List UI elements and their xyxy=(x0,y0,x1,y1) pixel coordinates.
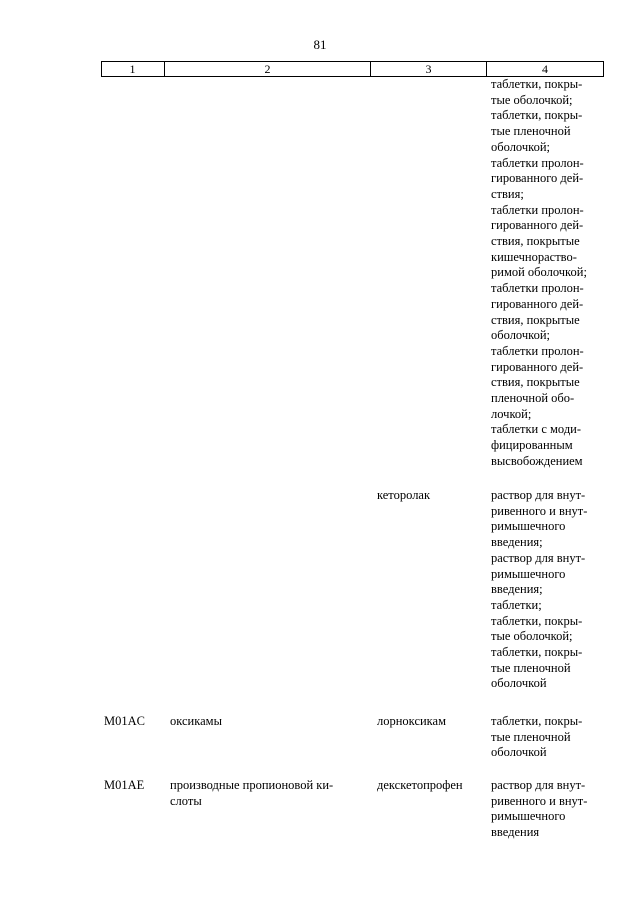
form-line: оболочкой; xyxy=(491,139,550,154)
drug-group xyxy=(170,778,366,809)
form-line: оболочкой xyxy=(491,676,547,691)
form-line: тые пленочной xyxy=(491,660,571,675)
dosage-forms xyxy=(491,778,602,841)
group-line: оксикамы xyxy=(170,714,222,728)
form-line: лочкой; xyxy=(491,406,532,421)
form-line: раствор для внут- xyxy=(491,778,586,792)
form-line: таблетки, покры- xyxy=(491,613,583,628)
form-line: римышечного xyxy=(491,809,566,824)
form-line: ствия; xyxy=(491,186,524,201)
form-line: тые оболочкой; xyxy=(491,92,573,107)
header-col-3: 3 xyxy=(425,62,432,76)
form-line: таблетки пролон- xyxy=(491,155,584,170)
form-line: римой оболочкой; xyxy=(491,265,587,280)
form-line: ривенного и внут- xyxy=(491,503,588,518)
form-line: фицированным xyxy=(491,438,573,453)
form-line: оболочкой xyxy=(491,745,547,760)
form-line: таблетки, покры- xyxy=(491,645,583,660)
atc-code: M01AE xyxy=(104,778,145,792)
form-line: гированного дей- xyxy=(491,359,584,374)
header-col-4: 4 xyxy=(542,62,548,76)
form-line: раствор для внут- xyxy=(491,550,586,565)
continued-forms xyxy=(491,77,602,470)
form-line: таблетки; xyxy=(491,597,542,612)
form-line: ствия, покрытые xyxy=(491,375,580,390)
header-col-2: 2 xyxy=(264,62,271,76)
form-line: высвобождением xyxy=(491,453,583,468)
form-line: таблетки пролон- xyxy=(491,202,584,217)
form-line: римышечного xyxy=(491,566,566,581)
dosage-forms xyxy=(491,714,602,761)
form-line: римышечного xyxy=(491,519,566,534)
form-line: тые пленочной xyxy=(491,124,571,139)
form-line: гированного дей- xyxy=(491,171,584,186)
form-line: таблетки пролон- xyxy=(491,281,584,296)
dosage-forms xyxy=(491,488,602,692)
form-line: оболочкой; xyxy=(491,328,550,343)
form-line: введения xyxy=(491,825,540,840)
form-line: таблетки с моди- xyxy=(491,422,582,437)
drug-name: кеторолак xyxy=(377,488,431,502)
drug-name: лорноксикам xyxy=(377,714,447,728)
drug-name: декскетопрофен xyxy=(377,778,463,792)
header-divider xyxy=(603,62,604,76)
form-line: ствия, покрытые xyxy=(491,234,580,249)
form-line: таблетки пролон- xyxy=(491,343,584,358)
form-line: введения; xyxy=(491,582,543,597)
form-line: таблетки, покры- xyxy=(491,714,583,728)
form-line: тые пленочной xyxy=(491,729,571,744)
form-line: ривенного и внут- xyxy=(491,793,588,808)
form-line: кишечнораство- xyxy=(491,249,577,264)
form-line: тые оболочкой; xyxy=(491,629,573,644)
group-line: слоты xyxy=(170,793,202,808)
group-line: производные пропионовой ки- xyxy=(170,778,334,792)
form-line: ствия, покрытые xyxy=(491,312,580,327)
header-col-1: 1 xyxy=(129,62,136,76)
form-line: раствор для внут- xyxy=(491,488,586,502)
form-line: пленочной обо- xyxy=(491,391,575,406)
form-line: таблетки, покры- xyxy=(491,108,583,123)
form-line: таблетки, покры- xyxy=(491,77,583,91)
form-line: гированного дей- xyxy=(491,218,584,233)
form-line: гированного дей- xyxy=(491,296,584,311)
atc-code: M01AC xyxy=(104,714,145,728)
page-number: 81 xyxy=(313,37,327,52)
form-line: введения; xyxy=(491,535,543,550)
drug-group xyxy=(170,714,366,730)
